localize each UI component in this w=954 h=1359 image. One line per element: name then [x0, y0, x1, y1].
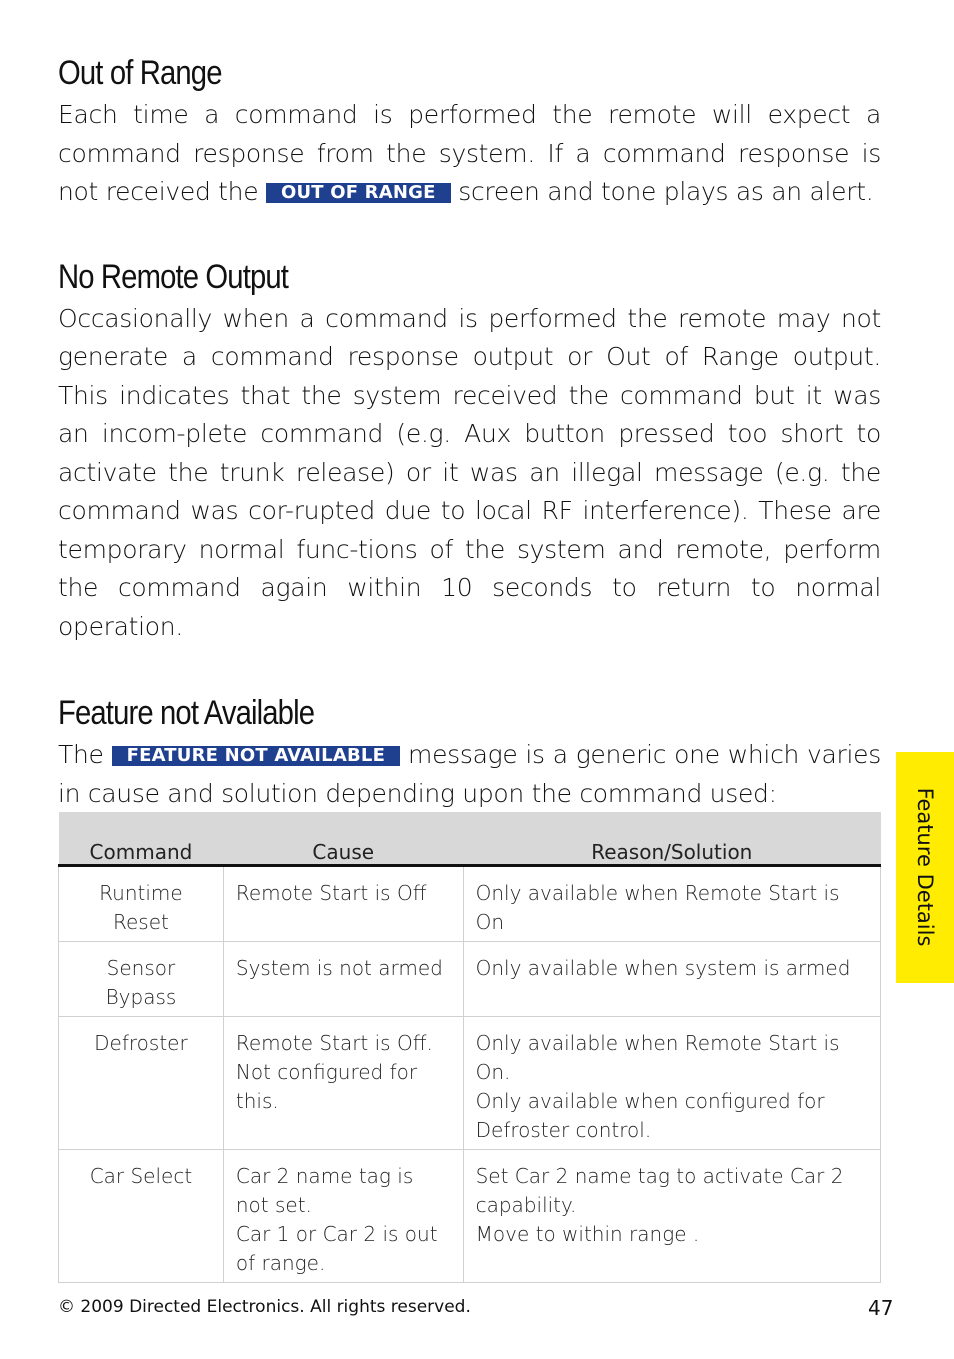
solution-line: Defroster control.: [475, 1118, 652, 1142]
cell-solution: [463, 942, 880, 1017]
body-text: Each time a command is performed the remote will expect a command response from the system. If a command response is not received the: [58, 100, 881, 206]
solution-line: capability.: [475, 1193, 577, 1217]
cell-cause: [223, 866, 463, 942]
solution-line: Move to within range .: [475, 1222, 700, 1246]
table-row: [59, 942, 881, 1017]
body-text: The: [58, 740, 104, 769]
solution-line: Only available when Remote Start is On: [475, 881, 840, 934]
table-header-row: [59, 812, 881, 866]
section-title: No Remote Output: [58, 257, 289, 296]
section-feature-not-available: [58, 690, 881, 813]
solution-line: Only available when configured for: [475, 1089, 825, 1113]
cell-solution: [463, 1150, 880, 1283]
cell-command: Sensor Bypass: [59, 942, 224, 1017]
solution-line: Set Car 2 name tag to activate Car 2: [475, 1164, 844, 1188]
body-text: screen and tone plays as an alert.: [450, 177, 874, 206]
cause-line: Remote Start is Off.: [235, 1031, 433, 1055]
cell-cause: [223, 1150, 463, 1283]
table-row: [59, 1150, 881, 1283]
side-tab: [896, 752, 954, 983]
body-text: message is a generic one which varies in cause and solution depending upon the command used:: [58, 740, 881, 808]
out-of-range-tag: OUT OF RANGE: [266, 183, 451, 203]
section-body: [58, 96, 881, 212]
cell-command: Runtime Reset: [59, 866, 224, 942]
cell-command: Car Select: [59, 1150, 224, 1283]
cause-line: Car 1 or Car 2 is out: [235, 1222, 438, 1246]
table-row: [59, 866, 881, 942]
section-title: Feature not Available: [58, 694, 315, 732]
cause-line: this.: [235, 1089, 279, 1113]
cell-solution: [463, 866, 880, 942]
header-command: Command: [59, 812, 224, 866]
feature-not-available-tag: FEATURE NOT AVAILABLE: [112, 746, 401, 766]
cause-line: of range.: [235, 1251, 326, 1275]
cell-cause: [223, 1017, 463, 1150]
cell-cause: [223, 942, 463, 1017]
section-out-of-range: [58, 50, 881, 212]
section-no-remote-output: [58, 254, 881, 647]
page-number: 47: [868, 1296, 894, 1320]
cause-line: System is not armed: [235, 956, 443, 980]
header-cause: Cause: [223, 812, 463, 866]
cause-line: Not configured for: [235, 1060, 418, 1084]
side-tab-label: Feature Details: [913, 787, 937, 947]
cause-line: Car 2 name tag is: [235, 1164, 414, 1188]
footer-copyright: © 2009 Directed Electronics. All rights reserved.: [58, 1297, 471, 1317]
cause-line: Remote Start is Off: [235, 881, 427, 905]
section-body: [58, 736, 881, 813]
page-content: [58, 50, 881, 813]
table-row: [59, 1017, 881, 1150]
cell-command: Defroster: [59, 1017, 224, 1150]
section-body: Occasionally when a command is performed the remote may not generate a command response output or Out of Range output. This indicates that the system received the command but it was an incom-plete command (e.g. Aux button pressed too short to activate the trunk release) or it was an illegal message (e.g. the command was cor-rupted due to local RF interference). These are temporary normal func-tions of the system and remote, perform the command again within 10 seconds to return to normal operation.: [58, 303, 881, 641]
feature-table: [58, 812, 881, 1283]
cell-solution: [463, 1017, 880, 1150]
solution-line: Only available when Remote Start is On.: [475, 1031, 840, 1084]
section-title: Out of Range: [58, 54, 222, 92]
header-solution: Reason/Solution: [463, 812, 880, 866]
solution-line: Only available when system is armed: [475, 956, 851, 980]
cause-line: not set.: [235, 1193, 312, 1217]
